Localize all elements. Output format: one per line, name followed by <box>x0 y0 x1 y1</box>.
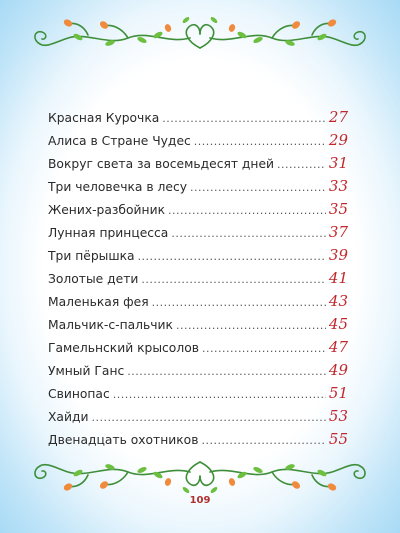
toc-entry[interactable] <box>48 154 348 177</box>
toc-entry[interactable] <box>48 407 348 430</box>
toc-entry-title: Красная Курочка <box>48 111 160 125</box>
dot-leader <box>162 112 326 125</box>
dot-leader <box>194 135 326 148</box>
bottom-floral-ornament <box>18 448 382 500</box>
toc-entry[interactable] <box>48 338 348 361</box>
toc-entry-title: Хайди <box>48 410 89 424</box>
toc-entry[interactable] <box>48 200 348 223</box>
toc-entry-title: Лунная принцесса <box>48 226 169 240</box>
dot-leader <box>127 365 326 378</box>
toc-entry-title: Двенадцать охотников <box>48 433 199 447</box>
dot-leader <box>138 250 326 263</box>
toc-entry-page: 53 <box>328 407 348 425</box>
dot-leader <box>202 342 326 355</box>
top-floral-ornament <box>18 8 382 60</box>
toc-entry-title: Мальчик-с-пальчик <box>48 318 173 332</box>
dot-leader <box>277 158 326 171</box>
toc-entry-title: Вокруг света за восемьдесят дней <box>48 157 275 171</box>
toc-entry-page: 47 <box>328 338 348 356</box>
toc-entry-page: 35 <box>328 200 348 218</box>
toc-entry-page: 43 <box>328 292 348 310</box>
toc-entry[interactable] <box>48 292 348 315</box>
toc-entry-page: 41 <box>328 269 348 287</box>
dot-leader <box>113 388 326 401</box>
toc-entry[interactable] <box>48 131 348 154</box>
dot-leader <box>201 434 325 447</box>
toc-entry-page: 31 <box>328 154 348 172</box>
toc-entry-page: 51 <box>328 384 348 402</box>
toc-entry-page: 33 <box>328 177 348 195</box>
toc-entry[interactable] <box>48 269 348 292</box>
dot-leader <box>190 181 326 194</box>
toc-entry-title: Жених-разбойник <box>48 203 165 217</box>
toc-entry[interactable] <box>48 361 348 384</box>
toc-entry-title: Три пёрышка <box>48 249 135 263</box>
toc-entry-title: Умный Ганс <box>48 364 125 378</box>
toc-entry-page: 55 <box>328 430 348 448</box>
dot-leader <box>176 319 326 332</box>
dot-leader <box>168 204 326 217</box>
toc-entry-page: 37 <box>328 223 348 241</box>
toc-entry-page: 39 <box>328 246 348 264</box>
toc-entry[interactable] <box>48 246 348 269</box>
page-number: 109 <box>189 495 211 506</box>
toc-entry[interactable] <box>48 177 348 200</box>
dot-leader <box>171 227 326 240</box>
toc-entry-title: Свинопас <box>48 387 110 401</box>
toc-entry[interactable] <box>48 384 348 407</box>
toc-entry-page: 45 <box>328 315 348 333</box>
toc-entry[interactable] <box>48 223 348 246</box>
dot-leader <box>91 411 325 424</box>
toc-entry-title: Маленькая фея <box>48 295 149 309</box>
toc-entry-page: 29 <box>328 131 348 149</box>
toc-entry-page: 27 <box>328 108 348 126</box>
toc-entry-title: Гамельнский крысолов <box>48 341 199 355</box>
toc-entry-title: Золотые дети <box>48 272 139 286</box>
toc-entry[interactable] <box>48 315 348 338</box>
toc-entry[interactable] <box>48 108 348 131</box>
dot-leader <box>152 296 326 309</box>
toc-entry-page: 49 <box>328 361 348 379</box>
toc-entry-title: Три человечка в лесу <box>48 180 188 194</box>
table-of-contents <box>48 108 348 453</box>
toc-entry-title: Алиса в Стране Чудес <box>48 134 191 148</box>
dot-leader <box>141 273 326 286</box>
